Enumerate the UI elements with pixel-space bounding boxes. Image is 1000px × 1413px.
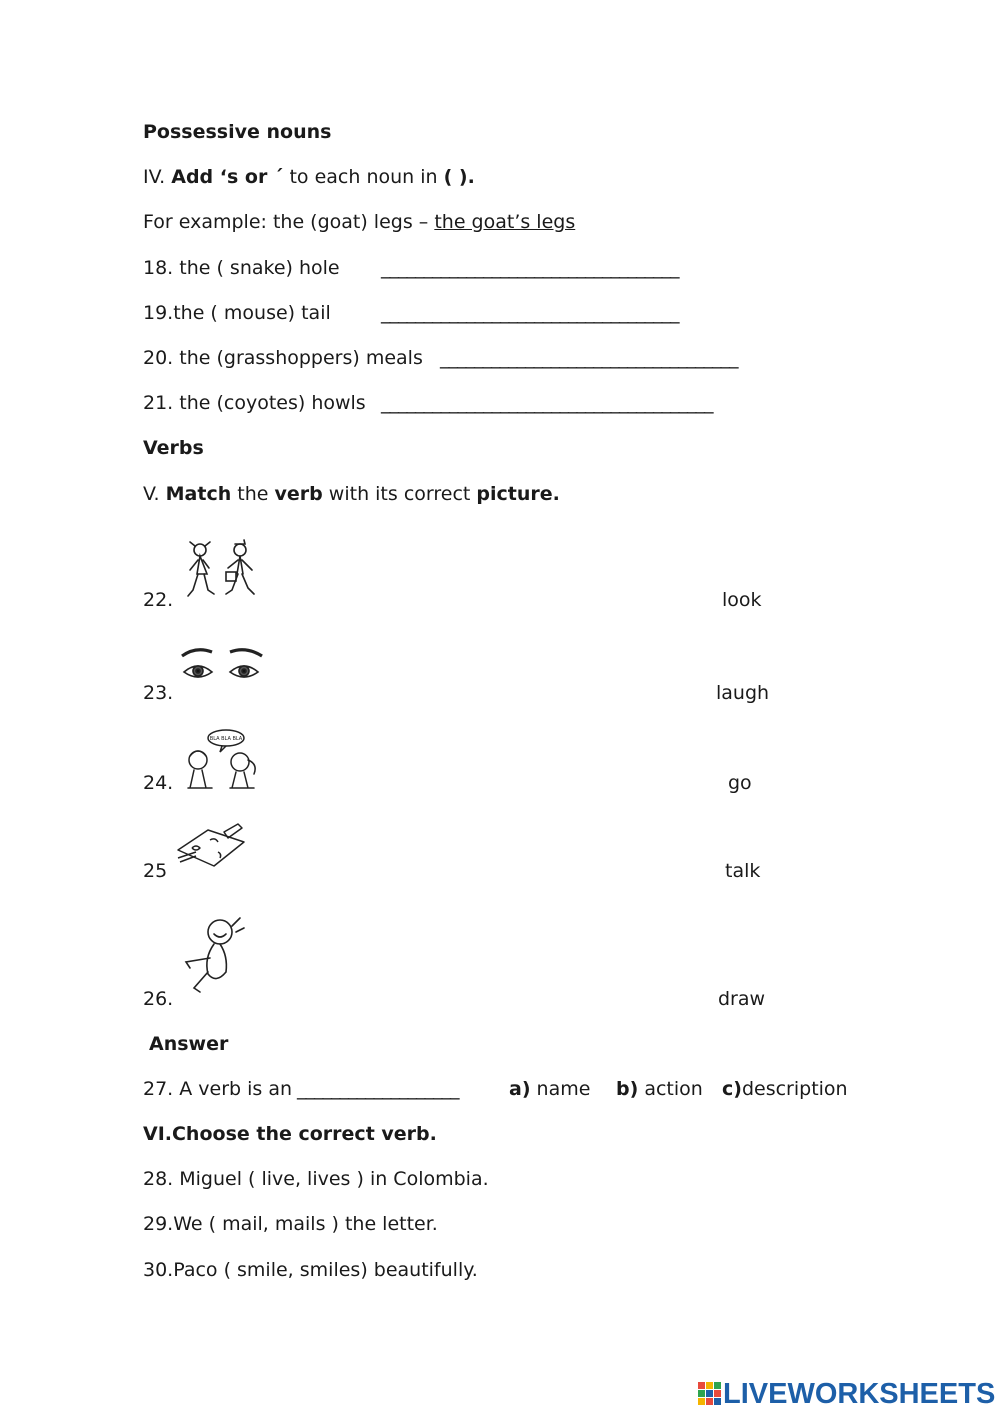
logo-text: LIVEWORKSHEETS: [723, 1378, 996, 1410]
question-27-blank[interactable]: ___________________: [297, 1078, 459, 1100]
item-28[interactable]: 28. Miguel ( live, lives ) in Colombia.: [143, 1168, 489, 1190]
match-verb-draw[interactable]: draw: [718, 988, 766, 1010]
item-20-label: 20. the (grasshoppers) meals: [143, 347, 423, 369]
item-29[interactable]: 29.We ( mail, mails ) the letter.: [143, 1213, 438, 1235]
drawing-paper-icon[interactable]: [174, 822, 248, 872]
instruction-iv: IV. Add ‘s or ´ to each noun in ( ).: [143, 166, 475, 188]
item-21-blank[interactable]: _______________________________________: [381, 392, 713, 414]
match-item-25-number: 25: [143, 860, 168, 882]
item-19-blank[interactable]: ___________________________________: [381, 302, 679, 324]
children-walking-icon[interactable]: [180, 538, 272, 606]
item-21-label: 21. the (coyotes) howls: [143, 392, 366, 414]
item-19-label: 19.the ( mouse) tail: [143, 302, 331, 324]
liveworksheets-logo-icon: [697, 1381, 723, 1407]
match-item-22-number: 22.: [143, 589, 174, 611]
item-18-blank[interactable]: ___________________________________: [381, 257, 679, 279]
speech-bubble-text: BLA BLA BLA: [209, 736, 243, 742]
section-title-verbs: Verbs: [143, 437, 204, 459]
eyes-icon[interactable]: [178, 644, 266, 692]
option-b[interactable]: b) action: [616, 1078, 703, 1100]
liveworksheets-logo: [697, 1379, 995, 1409]
kids-talking-icon[interactable]: [178, 726, 264, 790]
example-line: For example: the (goat) legs – the goat’s legs: [143, 211, 576, 233]
example-answer: the goat’s legs: [434, 211, 576, 233]
item-18-label: 18. the ( snake) hole: [143, 257, 340, 279]
match-item-23-number: 23.: [143, 682, 174, 704]
match-verb-talk[interactable]: talk: [725, 860, 761, 882]
match-item-24-number: 24.: [143, 772, 174, 794]
option-c[interactable]: c)description: [722, 1078, 848, 1100]
section-title-choose-verb: VI.Choose the correct verb.: [143, 1123, 437, 1145]
section-title-answer: Answer: [149, 1033, 229, 1055]
match-verb-laugh[interactable]: laugh: [716, 682, 770, 704]
match-item-26-number: 26.: [143, 988, 174, 1010]
item-30[interactable]: 30.Paco ( smile, smiles) beautifully.: [143, 1259, 478, 1281]
question-27: 27. A verb is an: [143, 1078, 293, 1100]
match-verb-go[interactable]: go: [728, 772, 752, 794]
match-verb-look[interactable]: look: [722, 589, 762, 611]
option-a[interactable]: a) name: [509, 1078, 591, 1100]
instruction-v: V. Match the verb with its correct picture.: [143, 483, 560, 505]
section-title-possessive-nouns: Possessive nouns: [143, 121, 332, 143]
child-laughing-icon[interactable]: [178, 914, 248, 998]
item-20-blank[interactable]: ___________________________________: [440, 347, 738, 369]
